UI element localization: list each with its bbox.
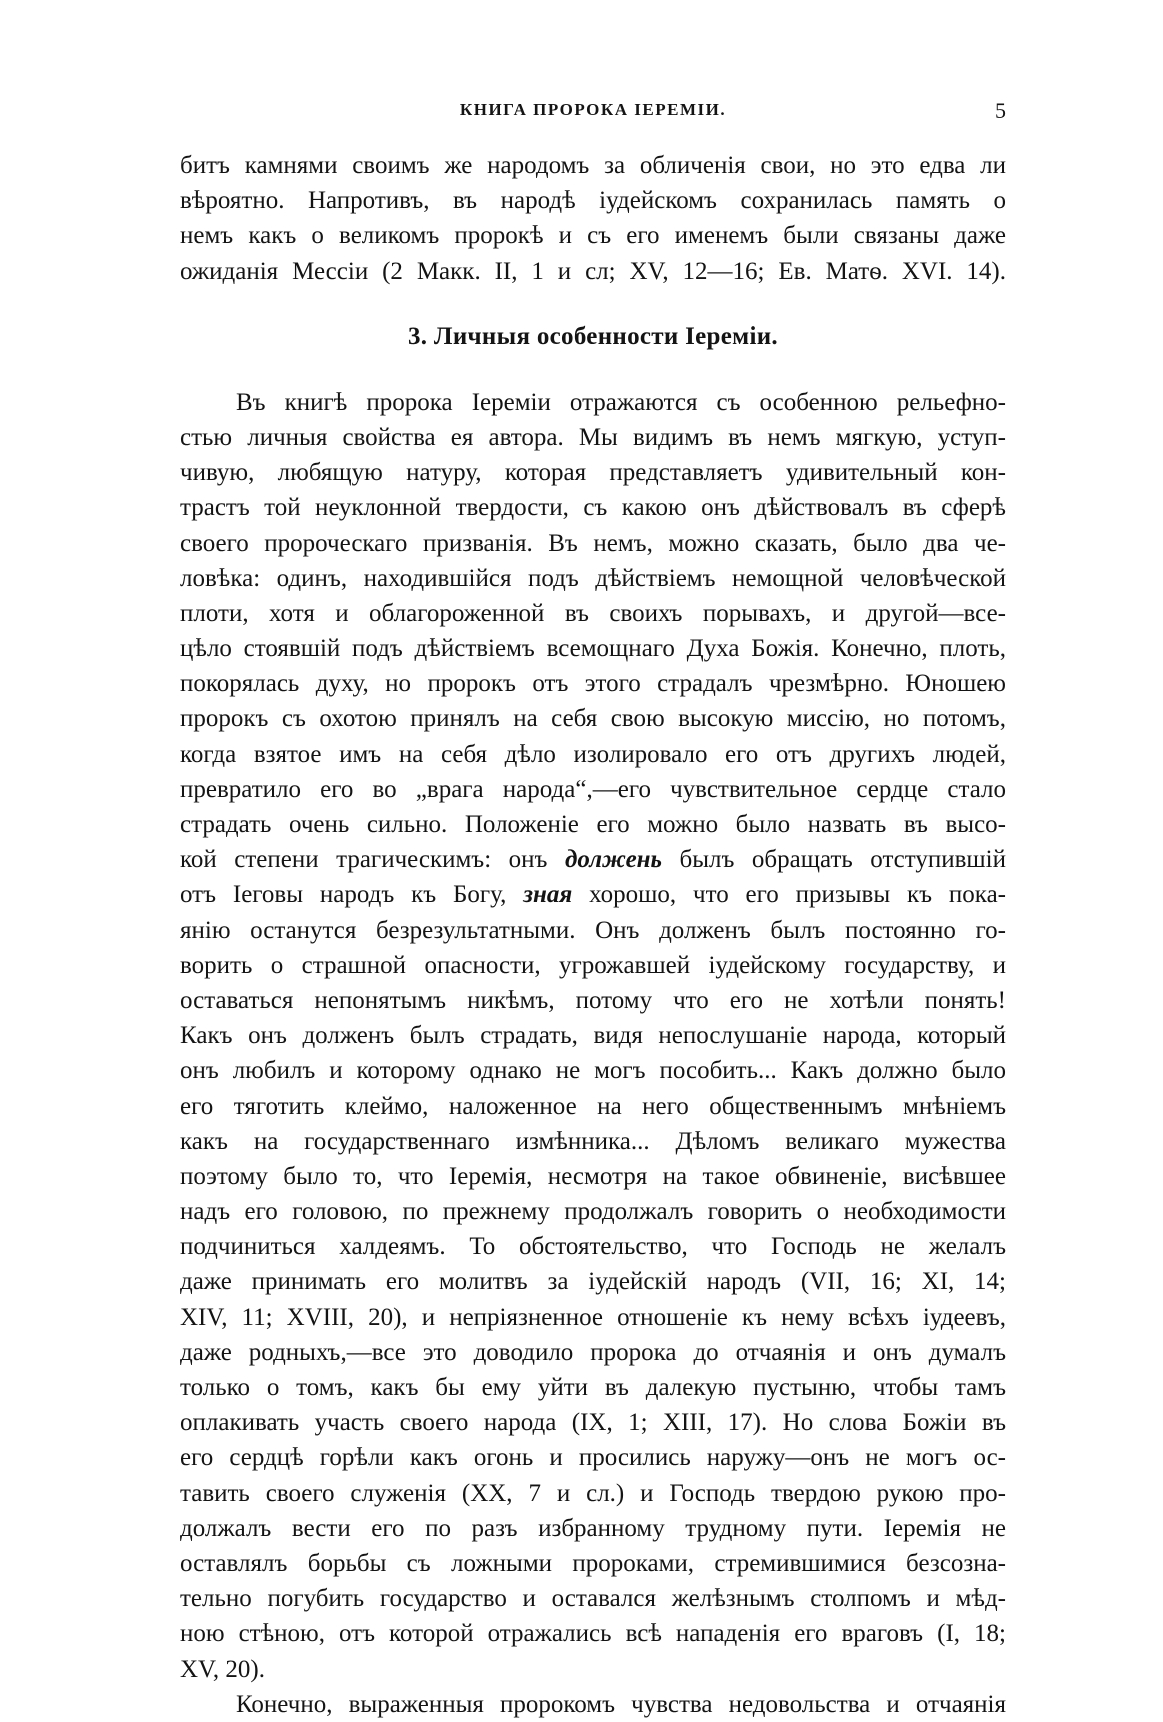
text-line: стью личныя свойства ея автора. Мы видимъ въ немъ мягкую, уступ- — [180, 423, 1006, 451]
text-line: отъ Іеговы народъ къ Богу, зная хорошо, что его призывы къ пока- — [180, 881, 1006, 909]
text-line: Какъ онъ долженъ былъ страдать, видя непослушаніе народа, который — [180, 1022, 1006, 1050]
text-line: даже принимать его молитвъ за іудейскій народъ (VII, 16; XI, 14; — [180, 1268, 1006, 1296]
running-title: КНИГА ПРОРОКА ІЕРЕМІИ. — [459, 100, 727, 119]
text-line: XIV, 11; XVIII, 20), и непріязненное отношеніе къ нему всѣхъ іудеевъ, — [180, 1303, 1006, 1331]
text-line: оставаться непонятымъ никѣмъ, потому что его не хотѣли понять! — [180, 986, 1006, 1014]
text-line: надъ его головою, по прежнему продолжалъ говорить о необходимости — [180, 1198, 1006, 1226]
text-line: ловѣка: одинъ, находившійся подъ дѣйствіемъ немощной человѣческой — [180, 564, 1006, 592]
text-line: оставлялъ борьбы съ ложными пророками, стремившимися безсозна- — [180, 1549, 1006, 1577]
text-line: чивую, любящую натуру, которая представляетъ удивительный кон- — [180, 459, 1006, 487]
text-line: кой степени трагическимъ: онъ должень былъ обращать отступившій — [180, 846, 1006, 874]
text-line: превратило его во „врага народа“,—его чувствительное сердце стало — [180, 775, 1006, 803]
paragraph-personal-traits — [180, 385, 1006, 1687]
text-line: XV, 20). — [180, 1655, 265, 1683]
text-line: ожиданія Мессіи (2 Макк. II, 1 и сл; XV, 12—16; Ев. Матѳ. XVI. 14). — [180, 257, 1007, 285]
text-line: подчиниться халдеямъ. То обстоятельство, что Господь не желалъ — [180, 1233, 1006, 1261]
text-column — [180, 148, 1006, 1722]
text-line: Въ книгѣ пророка Іереміи отражаются съ особенною рельефно- — [236, 388, 1006, 416]
paragraph-final — [180, 1687, 1006, 1722]
emphasized-word: должень — [565, 846, 662, 874]
text-line: пророкъ съ охотою принялъ на себя свою высокую миссію, но потомъ, — [180, 705, 1006, 733]
text-line: страдать очень сильно. Положеніе его можно было назвать въ высо- — [180, 811, 1006, 838]
text-line: битъ камнями своимъ же народомъ за обличенія свои, но это едва ли — [180, 152, 1006, 179]
text-line: тавить своего служенія (XX, 7 и сл.) и Господь твердою рукою про- — [180, 1479, 1006, 1507]
text-line: его тяготить клеймо, наложенное на него общественнымъ мнѣніемъ — [180, 1092, 1006, 1120]
text-line: поэтому было то, что Іеремія, несмотря на такое обвиненіе, висѣвшее — [180, 1162, 1006, 1190]
text-line: плоти, хотя и облагороженной въ своихъ порывахъ, и другой—все- — [180, 599, 1006, 627]
text-line: ною стѣною, отъ которой отражались всѣ нападенія его враговъ (I, 18; — [180, 1620, 1006, 1648]
emphasized-word: зная — [523, 881, 573, 909]
text-line: покорялась духу, но пророкъ отъ этого страдалъ чрезмѣрно. Юношею — [180, 670, 1006, 698]
text-line: ворить о страшной опасности, угрожавшей іудейскому государству, и — [180, 951, 1006, 979]
section-heading: 3. Личныя особенности Іереміи. — [408, 322, 778, 350]
text-line: только о томъ, какъ бы ему уйти въ далекую пустыню, чтобы тамъ — [180, 1374, 1006, 1401]
text-line: его сердцѣ горѣли какъ огонь и просились наружу—онъ не могъ ос- — [180, 1444, 1006, 1472]
paragraph-continued — [180, 148, 1006, 289]
text-line: оплакивать участь своего народа (IX, 1; XIII, 17). Но слова Божіи въ — [180, 1409, 1006, 1437]
text-line: когда взятое имъ на себя дѣло изолировало его отъ другихъ людей, — [180, 740, 1006, 768]
running-head — [180, 100, 1006, 130]
text-line: вѣроятно. Напротивъ, въ народѣ іудейскомъ сохранилась память о — [180, 187, 1006, 215]
text-line: янію останутся безрезультатными. Онъ долженъ былъ постоянно го- — [180, 916, 1006, 944]
text-line: какъ на государственнаго измѣнника... Дѣломъ великаго мужества — [180, 1127, 1006, 1155]
text-line: Конечно, выраженныя пророкомъ чувства недовольства и отчаянія — [236, 1690, 1006, 1718]
text-line: тельно погубить государство и оставался желѣзнымъ столпомъ и мѣд- — [180, 1585, 1006, 1613]
text-line: онъ любилъ и которому однако не могъ пособить... Какъ должно было — [180, 1057, 1006, 1085]
text-line: трастъ той неуклонной твердости, съ какою онъ дѣйствовалъ въ сферѣ — [180, 494, 1006, 522]
text-line: должалъ вести его по разъ избранному трудному пути. Іеремія не — [180, 1514, 1006, 1542]
text-line: даже родныхъ,—все это доводило пророка до отчаянія и онъ думалъ — [180, 1338, 1006, 1366]
text-line: цѣло стоявшій подъ дѣйствіемъ всемощнаго Духа Божія. Конечно, плоть, — [180, 635, 1006, 663]
page-number: 5 — [995, 98, 1006, 123]
text-line: немъ какъ о великомъ пророкѣ и съ его именемъ были связаны даже — [180, 222, 1006, 250]
text-line: своего пророческаго призванія. Въ немъ, можно сказать, было два че- — [180, 529, 1006, 557]
